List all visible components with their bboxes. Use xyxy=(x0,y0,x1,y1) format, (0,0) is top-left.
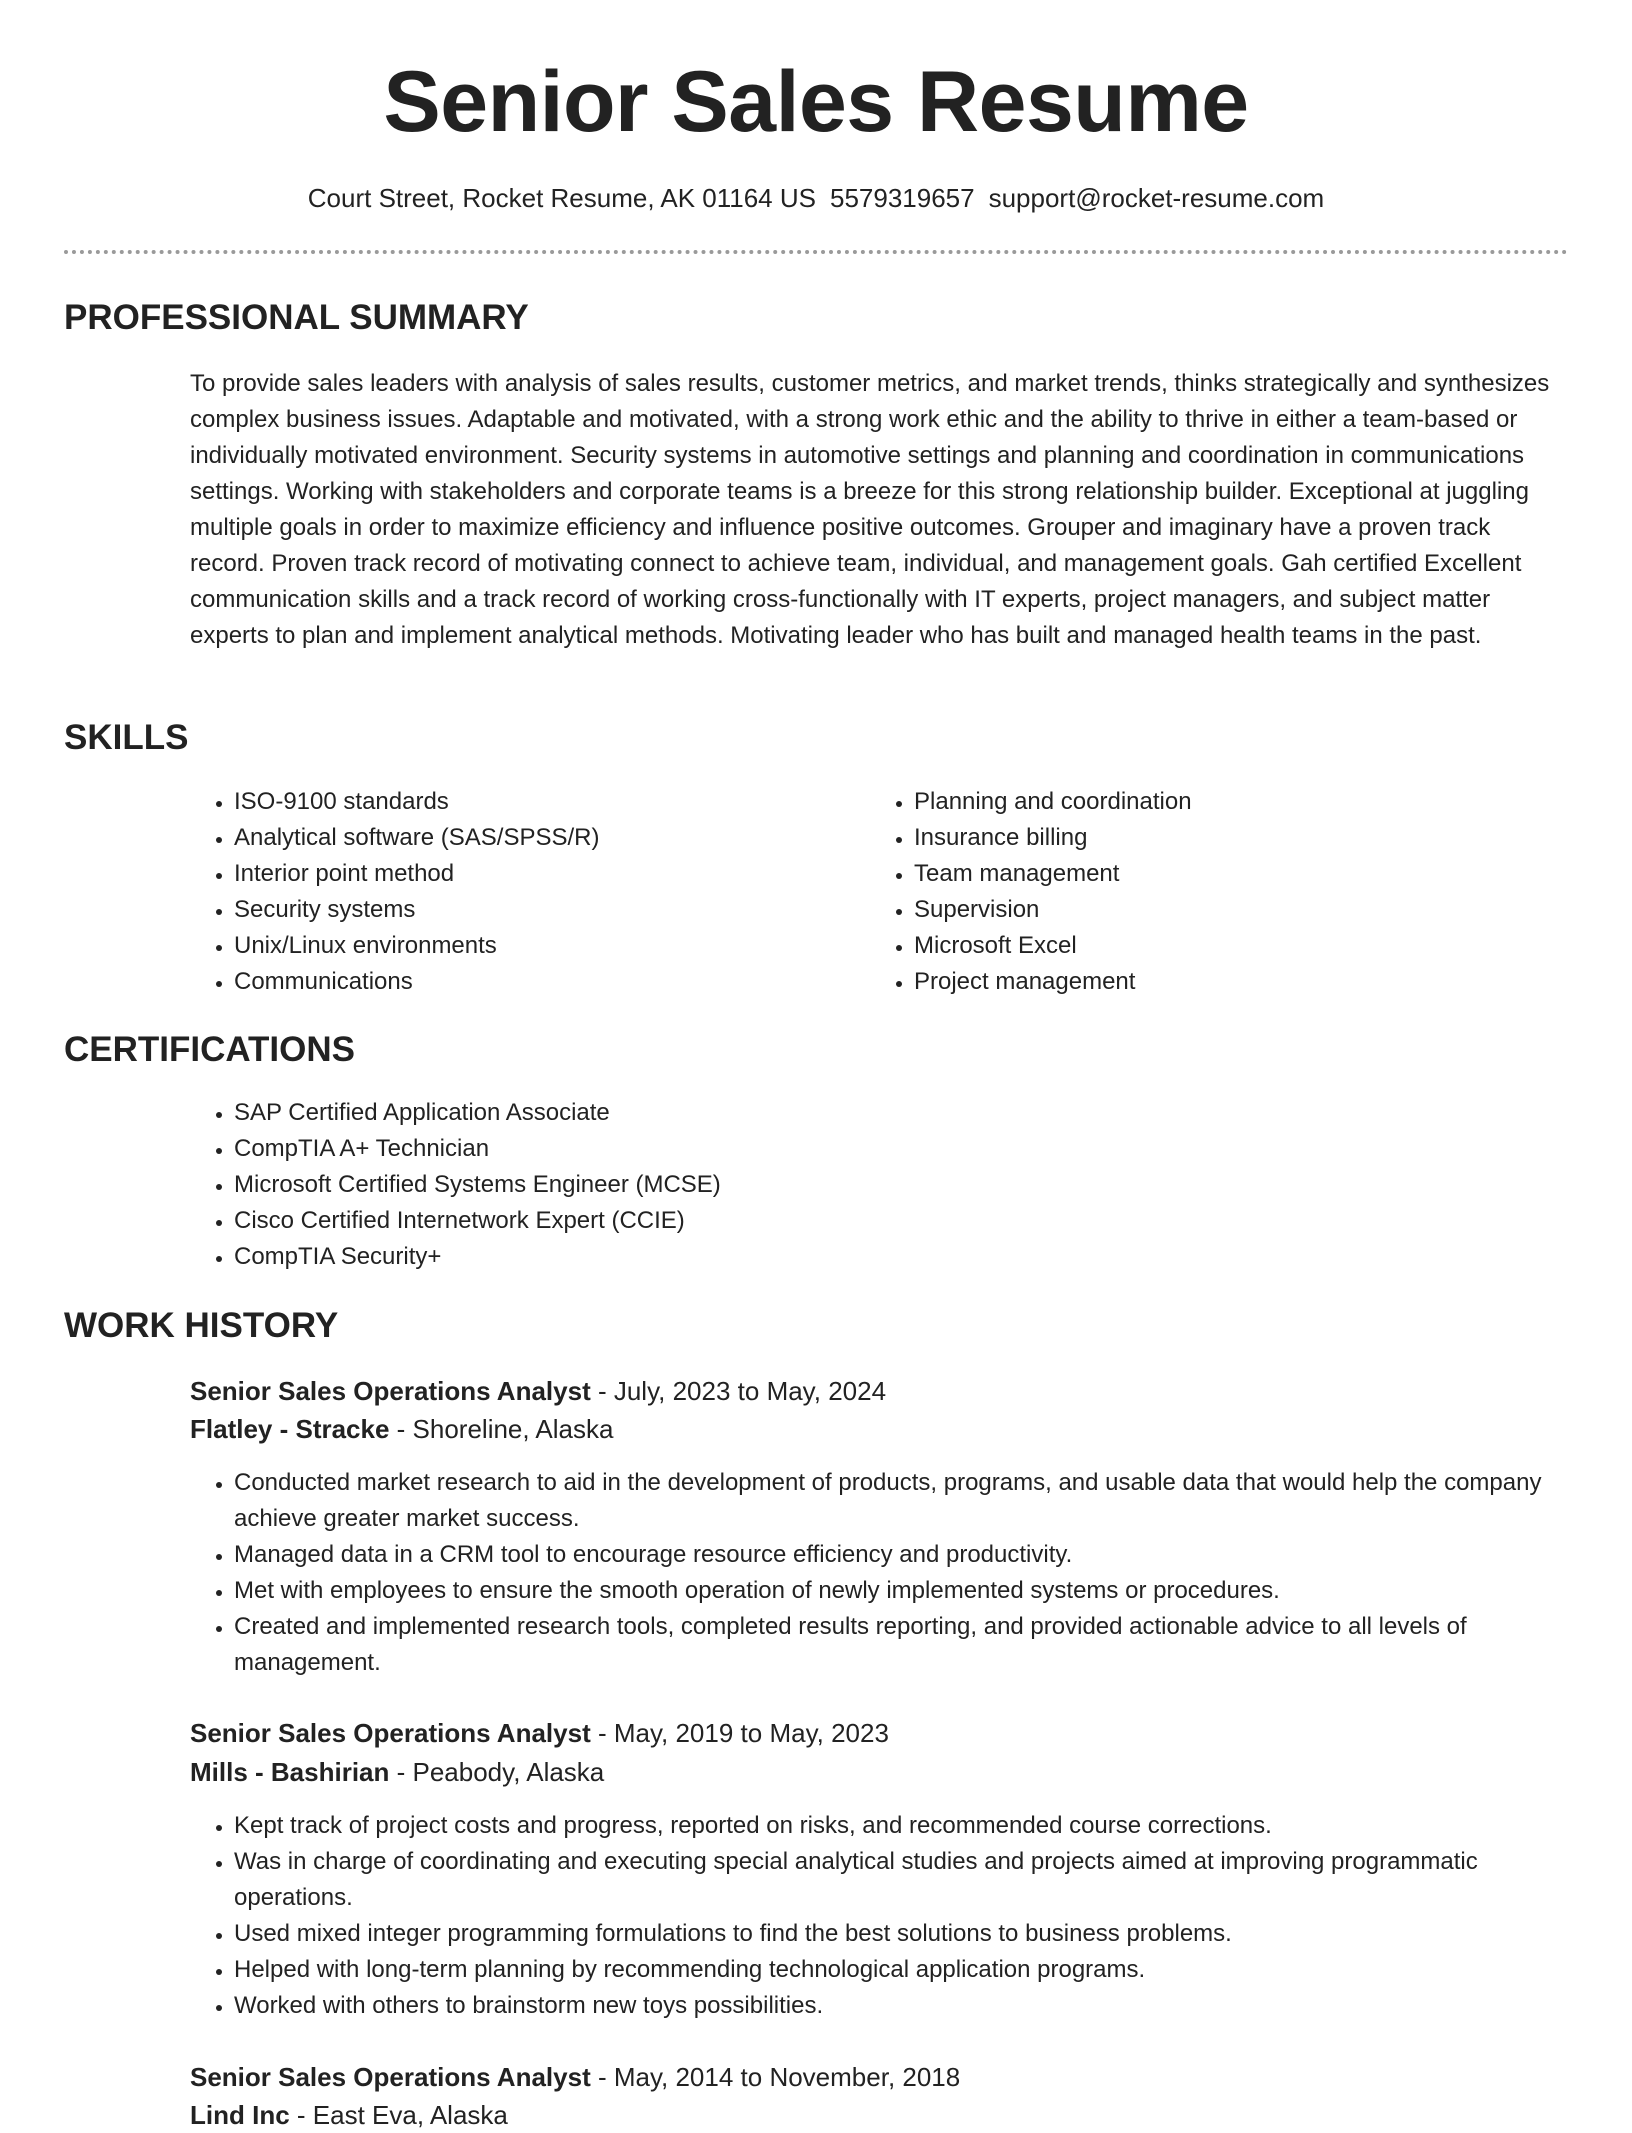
job-duty: • Helped with long-term planning by recommending technological application programs. xyxy=(234,1952,1570,1988)
job-duties-list xyxy=(190,1808,1570,2024)
job-dates: - May, 2014 to November, 2018 xyxy=(590,2062,961,2092)
job-duty: • Met with employees to ensure the smooth operation of newly implemented systems or procedures. xyxy=(234,1573,1570,1609)
certifications-list xyxy=(190,1095,1534,1275)
contact-phone: 5579319657 xyxy=(829,183,975,213)
job-duty: • Used mixed integer programming formulations to find the best solutions to business problems. xyxy=(234,1916,1570,1952)
job-title: Senior Sales Operations Analyst xyxy=(190,1376,591,1406)
skill-item: • Project management xyxy=(914,964,1534,1000)
work-history-heading: WORK HISTORY xyxy=(64,1306,339,1345)
summary-text: To provide sales leaders with analysis of sales results, customer metrics, and market trends, thinks strategically and synthesizes complex business issues. Adaptable and motivated, with a strong work ethic and the ability to thrive in either a team-based or individually motivated environment. Security systems in automotive settings and planning and coordination in communications settings. Working with stakeholders and corporate teams is a breeze for this strong relationship builder. Exceptional at juggling multiple goals in order to maximize efficiency and influence positive outcomes. Grouper and imaginary have a proven track record. Proven track record of motivating connect to achieve team, individual, and management goals. Gah certified Excellent communication skills and a track record of working cross-functionally with IT experts, project managers, and subject matter experts to plan and implement analytical methods. Motivating leader who has built and managed health teams in the past. xyxy=(190,370,1550,649)
skill-item: • Team management xyxy=(914,856,1534,892)
job-duty: • Worked with others to brainstorm new toys possibilities. xyxy=(234,1988,1570,2024)
job-company: Lind Inc xyxy=(190,2100,290,2130)
job-duty: • Created and implemented research tools, completed results reporting, and provided actionable advice to all levels of management. xyxy=(234,1609,1570,1681)
job-title: Senior Sales Operations Analyst xyxy=(190,1718,591,1748)
contact-address: Court Street, Rocket Resume, AK 01164 US xyxy=(307,183,816,213)
resume-title: Senior Sales Resume xyxy=(383,54,1249,150)
skill-item: • Communications xyxy=(234,964,854,1000)
job-location: - Peabody, Alaska xyxy=(389,1757,605,1787)
certification-item: • Microsoft Certified Systems Engineer (MCSE) xyxy=(234,1167,1534,1203)
skills-list-left xyxy=(190,784,854,1000)
job-company-line xyxy=(190,2097,508,2133)
job-company-line xyxy=(190,1754,604,1790)
skill-item: • Interior point method xyxy=(234,856,854,892)
job-company: Mills - Bashirian xyxy=(190,1757,390,1787)
header-divider xyxy=(64,250,1568,254)
job-duty: • Conducted market research to aid in the development of products, programs, and usable data that would help the company achieve greater market success. xyxy=(234,1465,1570,1537)
certification-item: • CompTIA Security+ xyxy=(234,1239,1534,1275)
skill-item: • Security systems xyxy=(234,892,854,928)
job-title-line xyxy=(190,1373,886,1409)
certification-item: • CompTIA A+ Technician xyxy=(234,1131,1534,1167)
job-title: Senior Sales Operations Analyst xyxy=(190,2062,591,2092)
job-duty: • Was in charge of coordinating and executing special analytical studies and projects aimed at improving programmatic operations. xyxy=(234,1844,1570,1916)
job-duties-list xyxy=(190,1465,1570,1681)
job-duty: • Kept track of project costs and progress, reported on risks, and recommended course corrections. xyxy=(234,1808,1570,1844)
job-location: - Shoreline, Alaska xyxy=(389,1414,614,1444)
job-location: - East Eva, Alaska xyxy=(289,2100,508,2130)
contact-email: support@rocket-resume.com xyxy=(988,183,1325,213)
skill-item: • Microsoft Excel xyxy=(914,928,1534,964)
certifications-heading: CERTIFICATIONS xyxy=(64,1030,356,1069)
skill-item: • Insurance billing xyxy=(914,820,1534,856)
job-title-line xyxy=(190,2059,960,2095)
summary-heading: PROFESSIONAL SUMMARY xyxy=(64,298,529,337)
job-company: Flatley - Stracke xyxy=(190,1414,390,1444)
skill-item: • Unix/Linux environments xyxy=(234,928,854,964)
job-dates: - May, 2019 to May, 2023 xyxy=(590,1718,889,1748)
skills-heading: SKILLS xyxy=(64,718,189,757)
job-company-line xyxy=(190,1411,613,1447)
skill-item: • Supervision xyxy=(914,892,1534,928)
skill-item: • Analytical software (SAS/SPSS/R) xyxy=(234,820,854,856)
contact-line xyxy=(0,182,1632,214)
certification-item: • SAP Certified Application Associate xyxy=(234,1095,1534,1131)
job-duty: • Managed data in a CRM tool to encourage resource efficiency and productivity. xyxy=(234,1537,1570,1573)
certification-item: • Cisco Certified Internetwork Expert (CCIE) xyxy=(234,1203,1534,1239)
job-title-line xyxy=(190,1715,889,1751)
skill-item: • ISO-9100 standards xyxy=(234,784,854,820)
skills-list-right xyxy=(870,784,1534,1000)
skill-item: • Planning and coordination xyxy=(914,784,1534,820)
job-dates: - July, 2023 to May, 2024 xyxy=(590,1376,887,1406)
